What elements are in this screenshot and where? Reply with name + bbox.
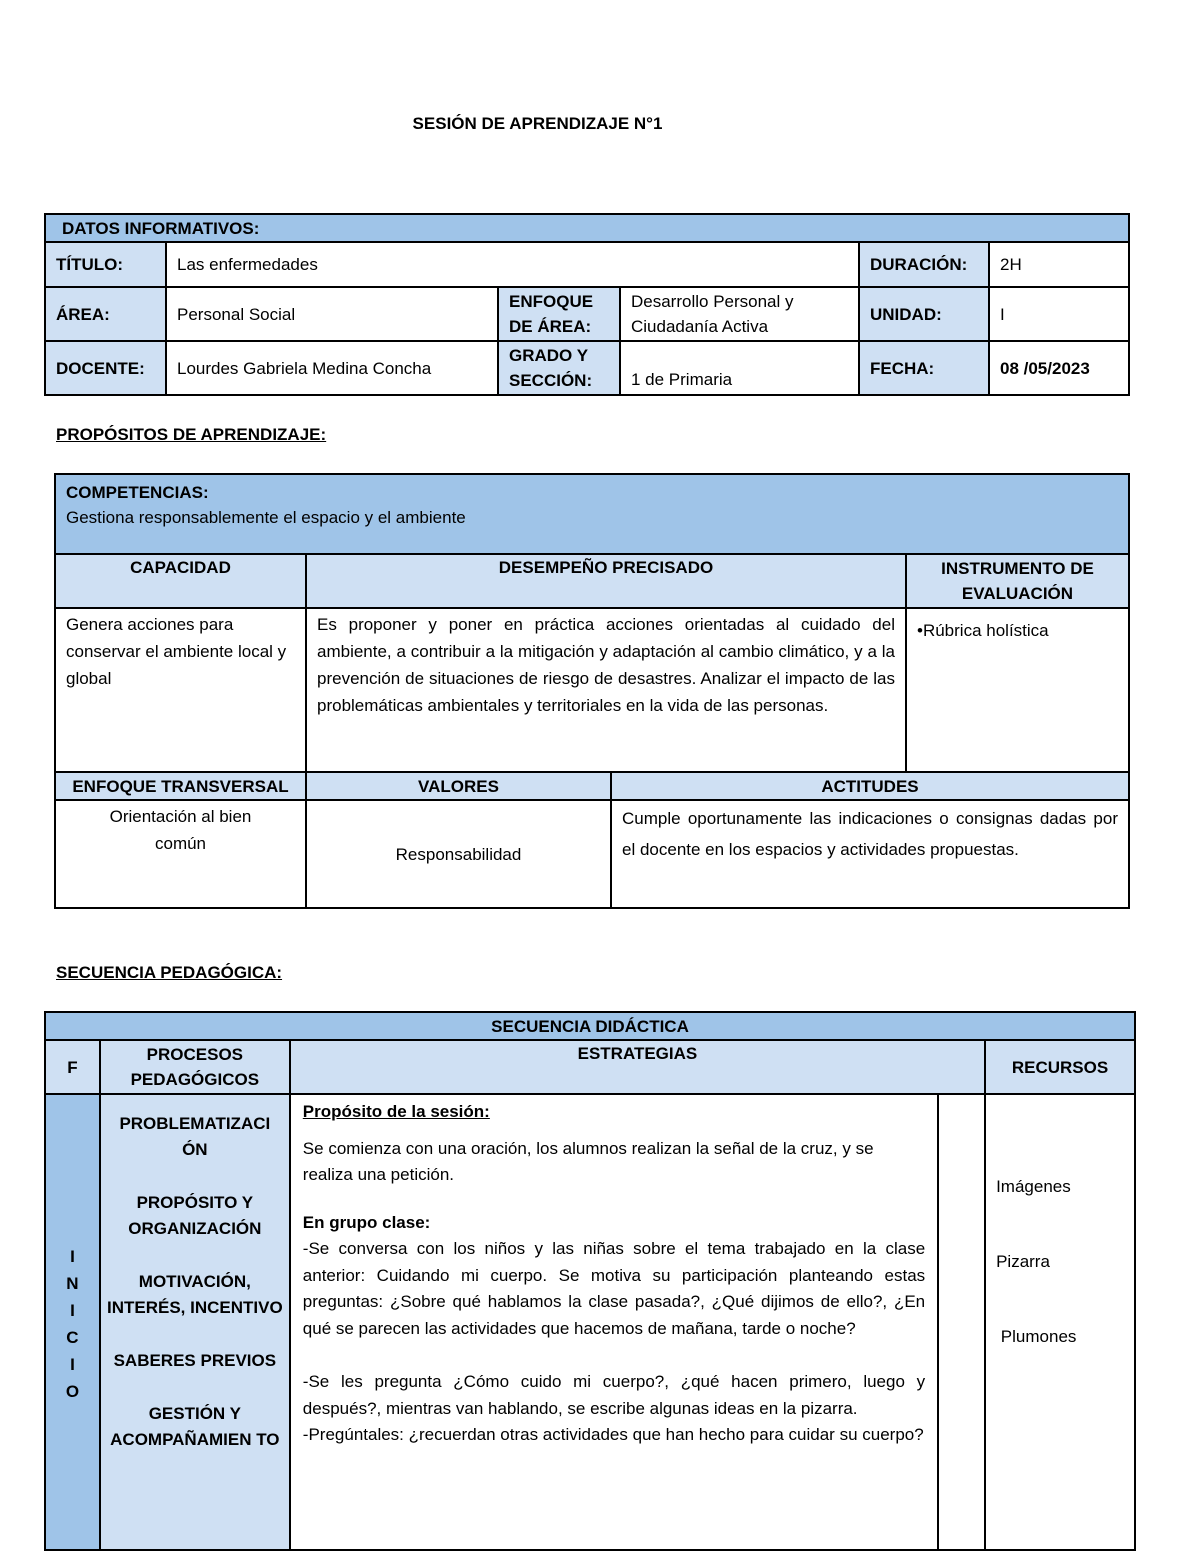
recurso-item: Plumones bbox=[996, 1327, 1077, 1346]
duracion-value: 2H bbox=[989, 242, 1129, 287]
docente-label: DOCENTE: bbox=[45, 341, 166, 395]
bullet-icon: • bbox=[917, 621, 923, 640]
estrategia-paragraph: -Se les pregunta ¿Cómo cuido mi cuerpo?, ¿qué hacen primero, luego y después?, mientras van hablando, se escribe algunas ideas en la pizarra. bbox=[302, 1372, 926, 1418]
capacidad-header: CAPACIDAD bbox=[55, 554, 306, 608]
enfoque-area-value: Desarrollo Personal y Ciudadanía Activa bbox=[620, 287, 859, 341]
recursos-header: RECURSOS bbox=[985, 1040, 1135, 1094]
fase-letter: N bbox=[66, 1274, 79, 1293]
grado-value: 1 de Primaria bbox=[620, 341, 859, 395]
secuencia-heading: SECUENCIA PEDAGÓGICA: bbox=[56, 963, 283, 982]
procesos-header: PROCESOS PEDAGÓGICOS bbox=[100, 1040, 290, 1094]
grado-label: GRADO Y SECCIÓN: bbox=[498, 341, 620, 395]
empty-cell bbox=[938, 1094, 985, 1550]
fecha-label: FECHA: bbox=[859, 341, 989, 395]
estrategia-paragraph: -Se conversa con los niños y las niñas sobre el tema trabajado en la clase anterior: Cuidando mi cuerpo. Se motiva su participación planteando estas preguntas: ¿Sobre qué hablamos la clase pasada?, ¿Qué dijimos de ello?, ¿En qué se parecen las actividades que hacemos de mañana, tarde o noche? bbox=[302, 1239, 926, 1338]
estrategia-paragraph: -Pregúntales: ¿recuerdan otras actividades que han hecho para cuidar su cuerpo? bbox=[302, 1425, 924, 1444]
competencias-cell bbox=[55, 474, 1129, 554]
proposito-label: Propósito de la sesión: bbox=[302, 1102, 490, 1121]
fase-letter: I bbox=[70, 1355, 75, 1374]
enfoque-area-label: ENFOQUE DE ÁREA: bbox=[498, 287, 620, 341]
grupo-label: En grupo clase: bbox=[302, 1212, 431, 1232]
instrumento-cell bbox=[906, 608, 1129, 772]
proceso-item: GESTIÓN Y ACOMPAÑAMIEN TO bbox=[110, 1404, 280, 1449]
fase-letter: O bbox=[65, 1382, 80, 1401]
titulo-value: Las enfermedades bbox=[166, 242, 859, 287]
fase-letter: I bbox=[70, 1301, 75, 1320]
desempeno-text: Es proponer y poner en práctica acciones orientadas al cuidado del ambiente, a contribuir a la mitigación y adaptación al cambio climático, y a la prevención de situaciones de riesgo de desastres. Analizar el impacto de las problemáticas ambientales y territoriales en la vida de las personas. bbox=[306, 608, 906, 772]
proceso-item: MOTIVACIÓN, INTERÉS, INCENTIVO bbox=[106, 1272, 283, 1317]
docente-value: Lourdes Gabriela Medina Concha bbox=[166, 341, 498, 395]
recursos-cell bbox=[985, 1094, 1135, 1550]
enfoque-transversal-header: ENFOQUE TRANSVERSAL bbox=[55, 772, 306, 800]
desempeno-header: DESEMPEÑO PRECISADO bbox=[306, 554, 906, 608]
f-header: F bbox=[45, 1040, 100, 1094]
duracion-label: DURACIÓN: bbox=[859, 242, 989, 287]
fase-letter: C bbox=[66, 1328, 79, 1347]
competencia-text: Gestiona responsablemente el espacio y el ambiente bbox=[66, 508, 466, 527]
enfoque-transversal-cell: Orientación al bien común bbox=[55, 800, 306, 908]
unidad-label: UNIDAD: bbox=[859, 287, 989, 341]
fase-letter: I bbox=[70, 1247, 75, 1266]
actitudes-header: ACTITUDES bbox=[611, 772, 1129, 800]
proceso-item: SABERES PREVIOS bbox=[113, 1351, 277, 1370]
propositos-heading: PROPÓSITOS DE APRENDIZAJE: bbox=[56, 425, 327, 444]
datos-header: DATOS INFORMATIVOS: bbox=[45, 214, 1129, 242]
area-label: ÁREA: bbox=[45, 287, 166, 341]
propositos-table bbox=[54, 473, 1130, 909]
unidad-value: I bbox=[989, 287, 1129, 341]
recurso-item: Imágenes bbox=[996, 1177, 1071, 1196]
page-title: SESIÓN DE APRENDIZAJE N°1 bbox=[412, 114, 663, 133]
secuencia-table bbox=[44, 1011, 1136, 1551]
estrategia-paragraph: Se comienza con una oración, los alumnos realizan la señal de la cruz, y se realiza una petición. bbox=[302, 1138, 874, 1184]
competencias-label: COMPETENCIAS: bbox=[66, 483, 209, 502]
valores-header: VALORES bbox=[306, 772, 611, 800]
datos-table bbox=[44, 213, 1130, 396]
recurso-item: Pizarra bbox=[996, 1252, 1050, 1271]
valor-text: Responsabilidad bbox=[306, 800, 611, 908]
secuencia-header: SECUENCIA DIDÁCTICA bbox=[45, 1012, 1135, 1040]
instrumento-header: INSTRUMENTO DE EVALUACIÓN bbox=[906, 554, 1129, 608]
proceso-item: PROPÓSITO Y ORGANIZACIÓN bbox=[128, 1193, 262, 1238]
estrategias-header: ESTRATEGIAS bbox=[290, 1040, 985, 1094]
actitud-text: Cumple oportunamente las indicaciones o consignas dadas por el docente en los espacios y actividades propuestas. bbox=[611, 800, 1129, 908]
fecha-value: 08 /05/2023 bbox=[989, 341, 1129, 395]
instrumento-text: Rúbrica holística bbox=[922, 621, 1049, 640]
proceso-item: PROBLEMATIZACI ÓN bbox=[119, 1114, 271, 1159]
capacidad-text: Genera acciones para conservar el ambiente local y global bbox=[55, 608, 306, 772]
area-value: Personal Social bbox=[166, 287, 498, 341]
procesos-cell bbox=[100, 1094, 290, 1550]
titulo-label: TÍTULO: bbox=[45, 242, 166, 287]
estrategias-cell bbox=[290, 1094, 938, 1550]
fase-cell bbox=[45, 1094, 100, 1550]
